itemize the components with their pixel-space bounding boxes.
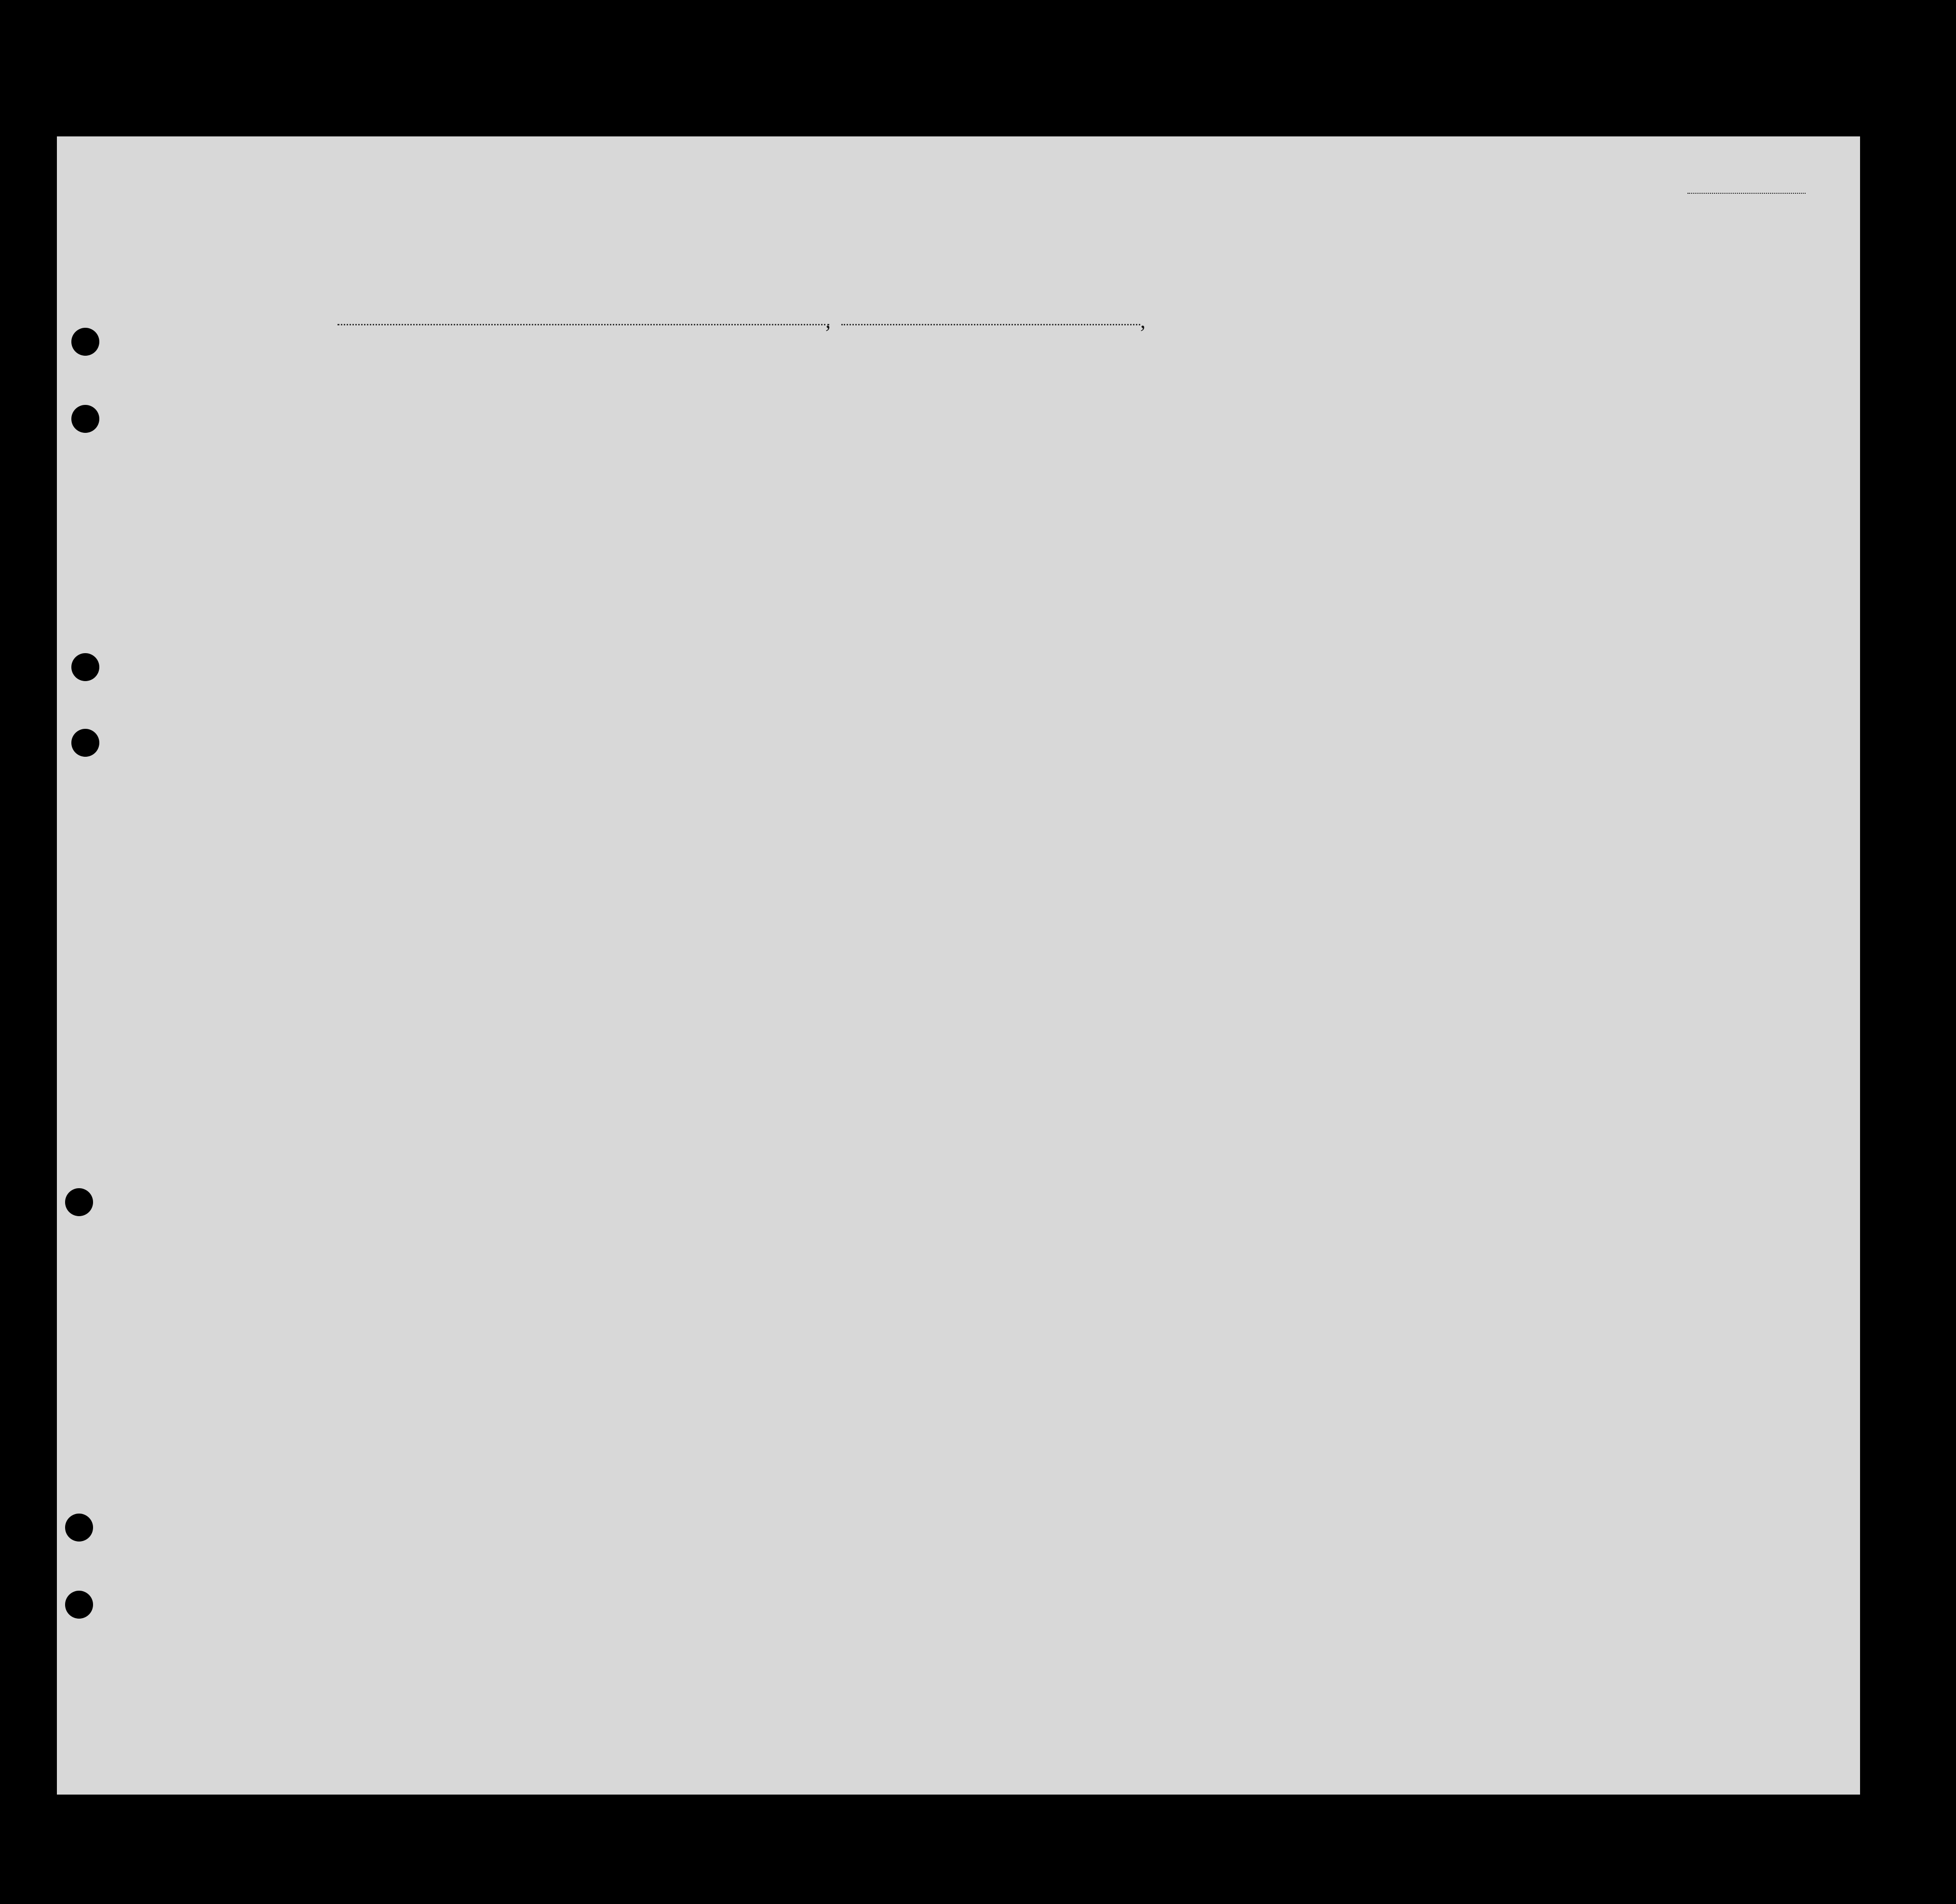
binder-hole <box>71 729 99 757</box>
binder-hole <box>65 1188 93 1216</box>
header-labor-offer <box>1363 390 1401 516</box>
date-line <box>841 324 1140 325</box>
header-purpose-citizen <box>1196 402 1225 509</box>
header-prison <box>1228 390 1257 511</box>
header-anarchist <box>1290 390 1309 501</box>
header-purpose-length <box>1128 402 1157 509</box>
comma: , <box>1140 309 1146 333</box>
binder-hole <box>71 653 99 681</box>
binder-hole <box>71 405 99 433</box>
manifest-sheet <box>57 136 1860 1795</box>
header-overthrow <box>1311 390 1360 516</box>
header-feet <box>1556 482 1576 511</box>
list-number-line <box>1687 193 1806 194</box>
header-polygamist <box>1266 390 1285 501</box>
binder-hole <box>65 1591 93 1619</box>
header-purpose-return <box>1089 402 1122 509</box>
port-line <box>337 324 829 325</box>
binder-hole <box>65 1514 93 1542</box>
binder-hole <box>71 328 99 356</box>
header-fifty-dollars <box>682 388 706 504</box>
header-deported <box>1407 390 1436 511</box>
header-inches <box>1577 477 1596 511</box>
header-ticket <box>564 388 588 504</box>
comma: , <box>825 309 831 333</box>
